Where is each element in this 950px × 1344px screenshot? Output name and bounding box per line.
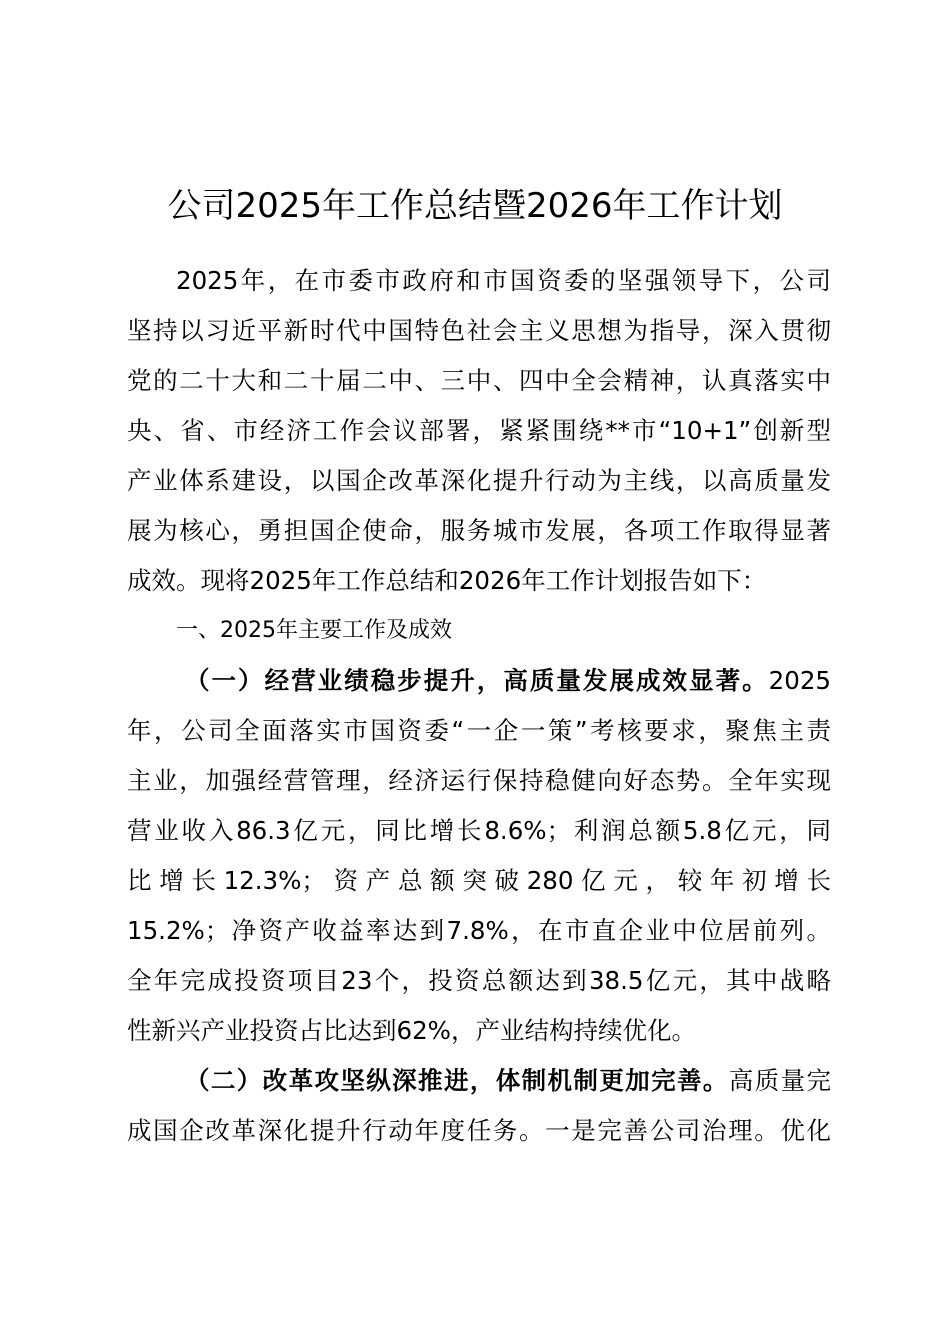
document-title: 公司2025年工作总结暨2026年工作计划 — [167, 186, 783, 226]
subsection-1-first-line-text: 2025 — [768, 666, 831, 695]
intro-line-7: 成效。现将2025年工作总结和2026年工作计划报告如下： — [127, 566, 767, 595]
subsection-1-line-2: 年，公司全面落实市国资委“一企一策”考核要求，聚焦主责 — [127, 716, 831, 745]
subsection-1-first-line — [127, 656, 831, 706]
subsection-1-line-3: 主业，加强经营管理，经济运行保持稳健向好态势。全年实现 — [127, 766, 831, 795]
subsection-2-title: （二）改革攻坚纵深推进，体制机制更加完善。 — [185, 1066, 729, 1095]
intro-line-6: 展为核心，勇担国企使命，服务城市发展，各项工作取得显著 — [127, 516, 831, 545]
intro-line-4: 央、省、市经济工作会议部署，紧紧围绕**市“10+1”创新型 — [127, 416, 831, 445]
intro-line-3: 党的二十大和二十届二中、三中、四中全会精神，认真落实中 — [127, 366, 831, 395]
intro-line-5: 产业体系建设，以国企改革深化提升行动为主线，以高质量发 — [127, 466, 831, 495]
subsection-2-first-line-text: 高质量完 — [728, 1066, 831, 1095]
section-heading-1: 一、2025年主要工作及成效 — [176, 618, 452, 643]
subsection-1-line-4: 营业收入86.3亿元，同比增长8.6%；利润总额5.8亿元，同 — [127, 816, 831, 845]
subsection-1-line-8: 性新兴产业投资占比达到62%，产业结构持续优化。 — [127, 1016, 696, 1045]
subsection-1-line-7: 全年完成投资项目23个，投资总额达到38.5亿元，其中战略 — [127, 966, 831, 995]
subsection-1-line-6: 15.2%；净资产收益率达到7.8%，在市直企业中位居前列。 — [127, 916, 831, 945]
subsection-1-title: （一）经营业绩稳步提升，高质量发展成效显著。 — [185, 666, 769, 695]
subsection-2-line-2: 成国企改革深化提升行动年度任务。一是完善公司治理。优化 — [127, 1116, 831, 1145]
document-body — [127, 256, 831, 1156]
subsection-1-line-5: 比增长12.3%；资产总额突破280亿元，较年初增长 — [127, 866, 831, 895]
intro-line-2: 坚持以习近平新时代中国特色社会主义思想为指导，深入贯彻 — [127, 316, 831, 345]
subsection-2-first-line — [127, 1056, 831, 1106]
intro-line-1: 2025年，在市委市政府和市国资委的坚强领导下，公司 — [176, 266, 831, 295]
